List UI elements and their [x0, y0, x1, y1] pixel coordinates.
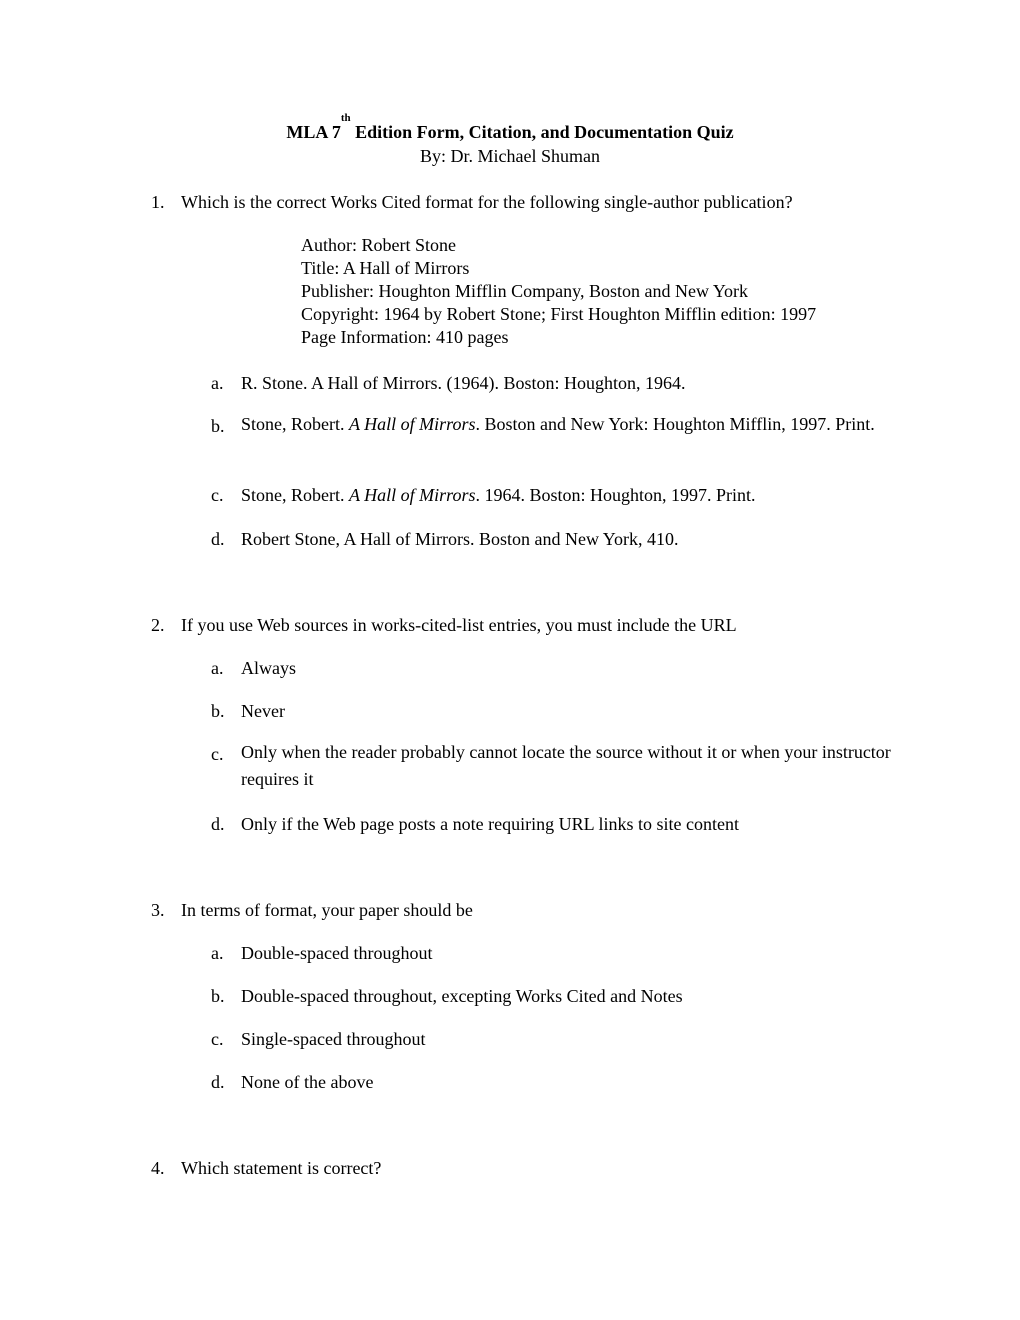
info-line: Title: A Hall of Mirrors	[301, 258, 470, 278]
option-text: Stone, Robert. A Hall of Mirrors. Boston and New York: Houghton Mifflin, 1997. Print.	[241, 414, 875, 434]
option-letter: b.	[211, 701, 225, 721]
option-text: None of the above	[241, 1072, 374, 1092]
option-text: Only when the reader probably cannot locate the source without it or when your instructor requires it	[241, 742, 891, 789]
info-line: Page Information: 410 pages	[301, 327, 509, 347]
question-3-number: 3.	[151, 900, 165, 920]
option-letter: d.	[211, 1072, 225, 1092]
info-line: Copyright: 1964 by Robert Stone; First Houghton Mifflin edition: 1997	[301, 304, 817, 324]
info-line: Author: Robert Stone	[301, 235, 456, 255]
option-text: Double-spaced throughout	[241, 943, 433, 963]
option-letter: b.	[211, 416, 225, 436]
option-text: Never	[241, 701, 285, 721]
option-text: Stone, Robert. A Hall of Mirrors. 1964. Boston: Houghton, 1997. Print.	[241, 485, 756, 505]
option-letter: d.	[211, 814, 225, 834]
book-title: A Hall of Mirrors	[349, 485, 476, 505]
option-text: Robert Stone, A Hall of Mirrors. Boston and New York, 410.	[241, 529, 679, 549]
option-text: Single-spaced throughout	[241, 1029, 426, 1049]
book-title: A Hall of Mirrors	[349, 414, 476, 434]
option-letter: a.	[211, 658, 224, 678]
option-text: Only if the Web page posts a note requiring URL links to site content	[241, 814, 739, 834]
option-letter: c.	[211, 1029, 224, 1049]
option-letter: a.	[211, 943, 224, 963]
option-text: R. Stone. A Hall of Mirrors. (1964). Boston: Houghton, 1964.	[241, 373, 686, 393]
author-byline: By: Dr. Michael Shuman	[420, 146, 600, 166]
option-letter: d.	[211, 529, 225, 549]
info-line: Publisher: Houghton Mifflin Company, Boston and New York	[301, 281, 749, 301]
question-2-number: 2.	[151, 615, 165, 635]
option-letter: a.	[211, 373, 224, 393]
question-2-text: If you use Web sources in works-cited-list entries, you must include the URL	[181, 615, 737, 635]
option-letter: c.	[211, 744, 224, 764]
page-title: MLA 7th Edition Form, Citation, and Documentation Quiz	[286, 112, 734, 142]
question-1-number: 1.	[151, 192, 165, 212]
question-3-text: In terms of format, your paper should be	[181, 900, 473, 920]
title-superscript: th	[340, 112, 351, 124]
option-text: Double-spaced throughout, excepting Works Cited and Notes	[241, 986, 683, 1006]
option-letter: c.	[211, 485, 224, 505]
question-4-text: Which statement is correct?	[181, 1158, 382, 1178]
question-4-number: 4.	[151, 1158, 165, 1178]
option-text: Always	[241, 658, 296, 678]
option-letter: b.	[211, 986, 225, 1006]
question-1-text: Which is the correct Works Cited format for the following single-author publication?	[181, 192, 793, 212]
